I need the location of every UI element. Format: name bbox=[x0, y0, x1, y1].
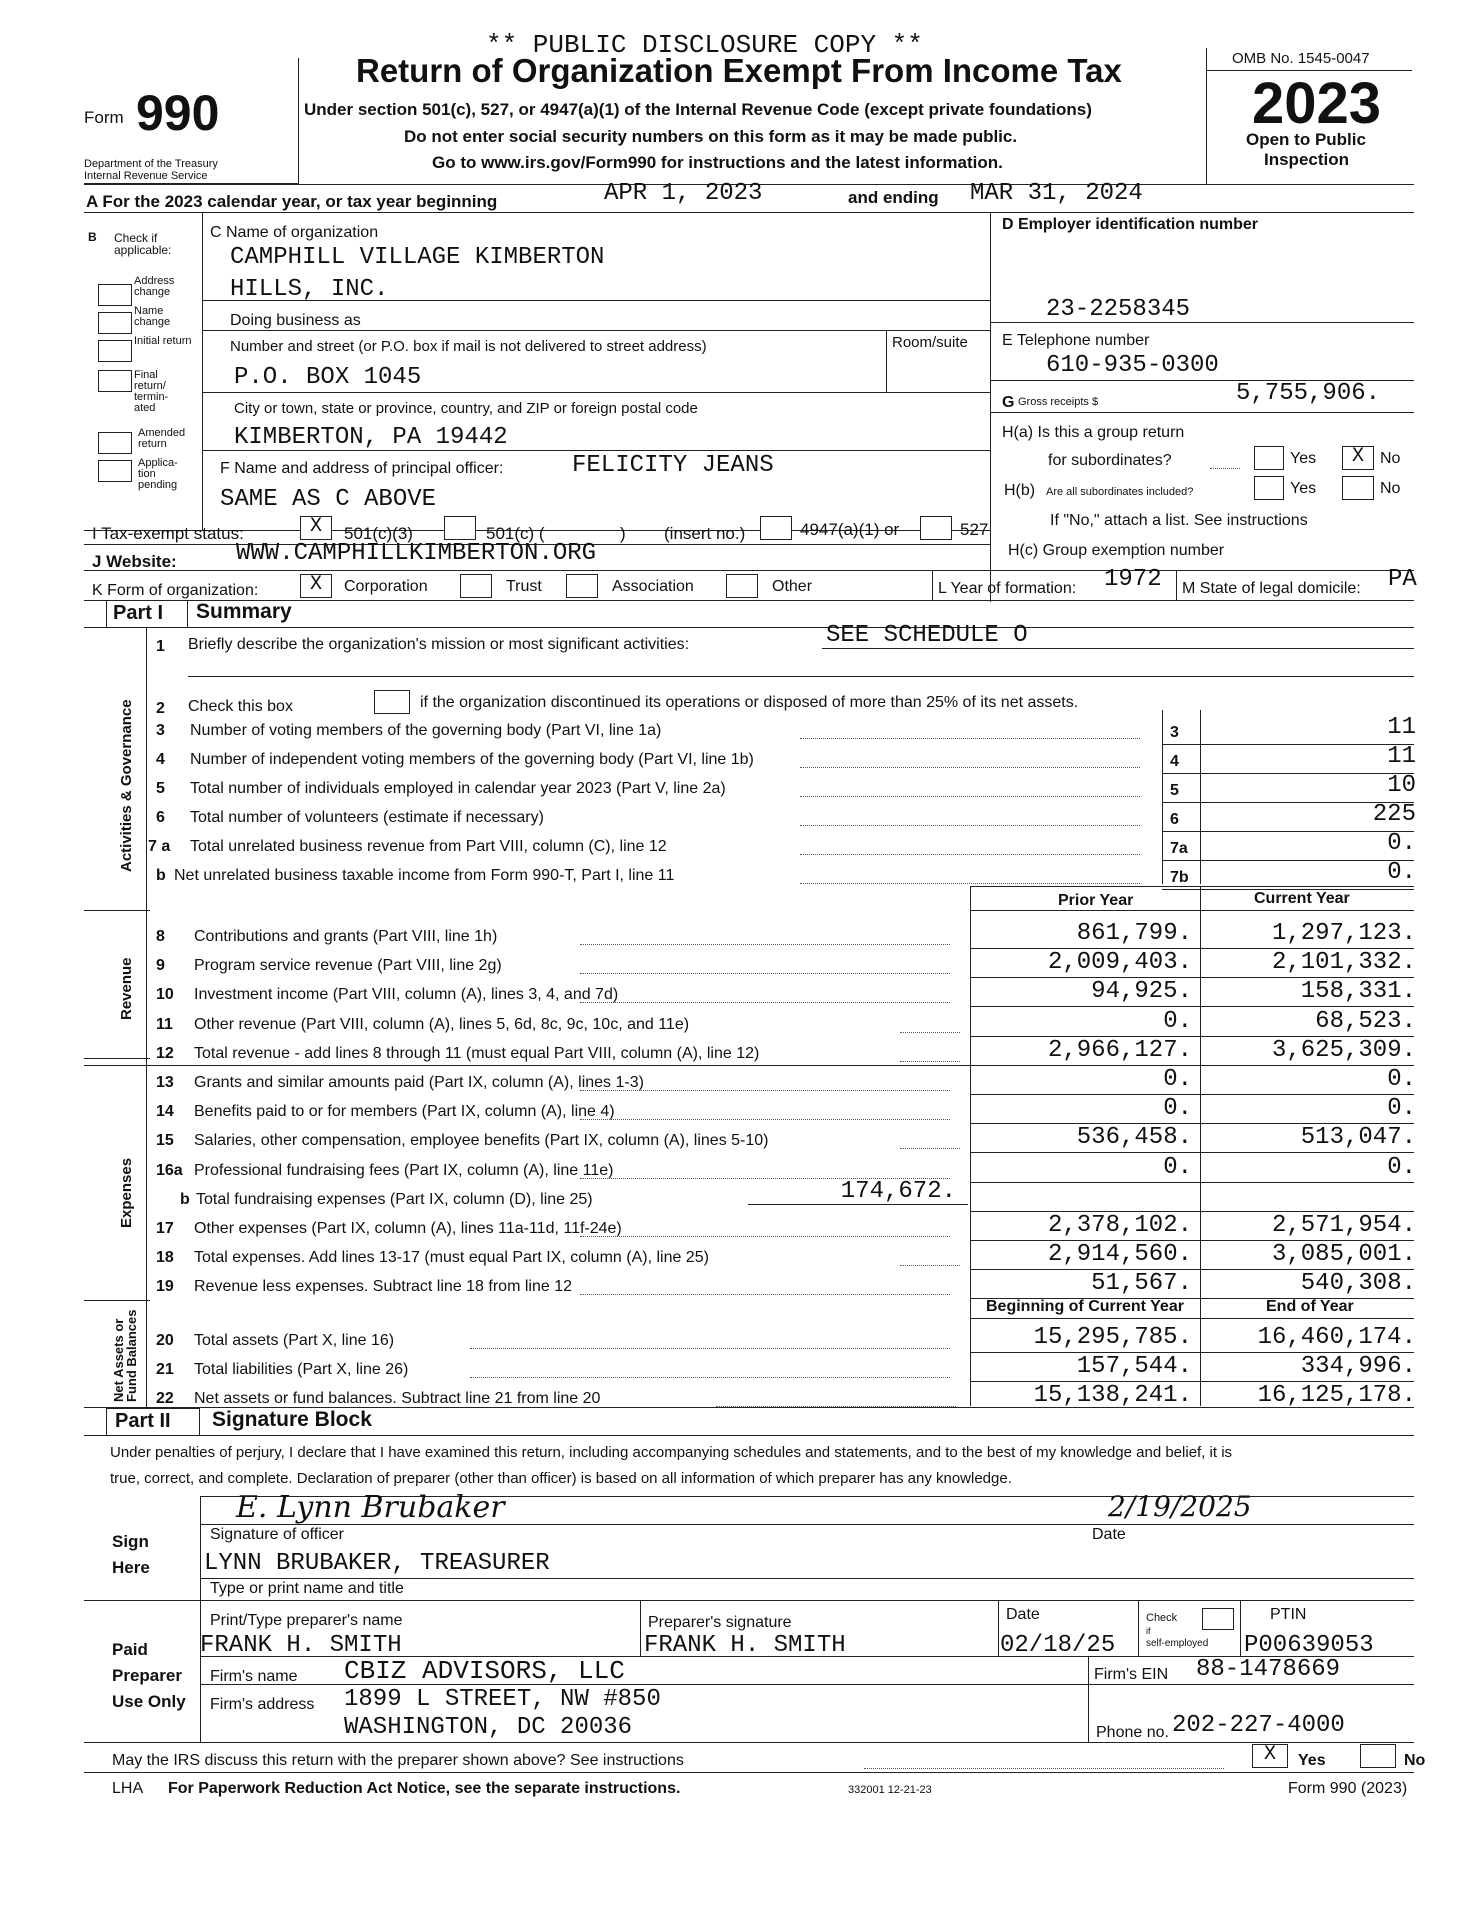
fin-dot-leader bbox=[580, 944, 950, 945]
line1-number: 1 bbox=[156, 638, 165, 655]
ein-label: D Employer identification number bbox=[1002, 216, 1259, 233]
fin-line-number: 19 bbox=[156, 1278, 174, 1296]
part1-title: Summary bbox=[196, 600, 292, 623]
gov-line-number: 5 bbox=[156, 780, 165, 797]
preparer-label: Preparer bbox=[112, 1666, 182, 1685]
attach-list-note: If "No," attach a list. See instructions bbox=[1050, 512, 1308, 529]
gov-line-label: Net unrelated business taxable income from Form 990-T, Part I, line 11 bbox=[174, 867, 675, 884]
501c-checkbox[interactable] bbox=[444, 516, 476, 540]
begin-year-header: Beginning of Current Year bbox=[986, 1298, 1184, 1315]
fin-current-value: 158,331. bbox=[1300, 978, 1416, 1006]
revenue-section-rule bbox=[84, 1065, 970, 1066]
fin-prior-value: 2,914,560. bbox=[1047, 1241, 1192, 1269]
gov-line-number: 7 a bbox=[148, 838, 171, 855]
fin-line-number: 18 bbox=[156, 1249, 174, 1267]
fin-line-label: Other expenses (Part IX, column (A), lines 11a-11d, 11f-24e) bbox=[194, 1220, 622, 1237]
fin-dot-leader bbox=[900, 1061, 960, 1062]
corporation-checkbox[interactable]: X bbox=[300, 574, 332, 598]
section-b-label: B bbox=[88, 230, 97, 244]
legal-domicile-value: PA bbox=[1388, 566, 1417, 593]
trust-checkbox[interactable] bbox=[460, 574, 492, 598]
net-line-number: 22 bbox=[156, 1390, 174, 1407]
mission-value: SEE SCHEDULE O bbox=[826, 622, 1028, 649]
gov-dot-leader bbox=[800, 883, 1140, 884]
irs-label: Internal Revenue Service bbox=[84, 170, 208, 182]
gross-receipts-label: Gross receipts $ bbox=[1018, 396, 1099, 408]
fin-line-number: 9 bbox=[156, 957, 165, 975]
irs-discuss-no-checkbox[interactable] bbox=[1360, 1744, 1396, 1768]
address-change-checkbox[interactable] bbox=[98, 284, 132, 306]
firm-address-line2: WASHINGTON, DC 20036 bbox=[344, 1714, 633, 1741]
fin-prior-value: 0. bbox=[1163, 1007, 1192, 1035]
firm-address-label: Firm's address bbox=[210, 1696, 315, 1713]
fin-row-rule bbox=[970, 1182, 1414, 1183]
fin-prior-value: 2,009,403. bbox=[1047, 949, 1192, 977]
gov-box-label: 5 bbox=[1170, 782, 1179, 799]
fin-line-label: Grants and similar amounts paid (Part IX, column (A), lines 1-3) bbox=[194, 1074, 644, 1091]
self-employed-if-label: if bbox=[1146, 1626, 1151, 1636]
ein-value: 23-2258345 bbox=[1046, 296, 1191, 323]
type-name-label: Type or print name and title bbox=[210, 1580, 404, 1597]
net-begin-value: 15,138,241. bbox=[1033, 1382, 1192, 1409]
other-label: Other bbox=[772, 578, 813, 595]
final-return-checkbox[interactable] bbox=[98, 370, 132, 392]
gov-line-label: Number of independent voting members of the governing body (Part VI, line 1b) bbox=[190, 751, 754, 768]
subordinates-label-hb: H(b) bbox=[1004, 482, 1036, 499]
preparer-name-label: Print/Type preparer's name bbox=[210, 1612, 403, 1629]
501c3-checkbox[interactable]: X bbox=[300, 516, 332, 540]
gov-value: 10 bbox=[1387, 772, 1416, 799]
gov-dot-leader bbox=[800, 738, 1140, 739]
gov-box-label: 7b bbox=[1170, 869, 1189, 886]
end-year-header: End of Year bbox=[1266, 1298, 1354, 1315]
subtitle-line2: Do not enter social security numbers on this form as it may be made public. bbox=[404, 127, 1018, 146]
check-if-label: Check if bbox=[114, 231, 158, 245]
fin-current-value: 0. bbox=[1387, 1095, 1416, 1123]
fin-line-number: 8 bbox=[156, 928, 165, 945]
net-line-number: 20 bbox=[156, 1332, 174, 1349]
department: Department of the Treasury bbox=[84, 158, 218, 170]
fin-prior-value: 861,799. bbox=[1076, 920, 1192, 947]
fin-prior-value: 0. bbox=[1163, 1066, 1192, 1093]
net-end-value: 16,125,178. bbox=[1257, 1382, 1416, 1409]
fin-line-number: 14 bbox=[156, 1103, 174, 1121]
fin-line-number: 10 bbox=[156, 986, 174, 1004]
firm-name-label: Firm's name bbox=[210, 1668, 298, 1685]
org-name-line2: HILLS, INC. bbox=[230, 276, 389, 303]
application-pending-checkbox[interactable] bbox=[98, 460, 132, 482]
subtitle-line1: Under section 501(c), 527, or 4947(a)(1) of the Internal Revenue Code (except private foundations) bbox=[304, 100, 1092, 119]
fin-prior-value: 2,966,127. bbox=[1047, 1036, 1192, 1064]
fin-line-label: Salaries, other compensation, employee benefits (Part IX, column (A), lines 5-10) bbox=[194, 1132, 769, 1150]
group-return-sub: for subordinates? bbox=[1048, 452, 1172, 469]
fundraising-expenses-value: 174,672. bbox=[840, 1178, 956, 1205]
form-word: Form bbox=[84, 108, 124, 127]
fin-line-label: Total revenue - add lines 8 through 11 (must equal Part VIII, column (A), line 12) bbox=[194, 1044, 760, 1062]
fin-current-value: 1,297,123. bbox=[1271, 920, 1416, 947]
tax-year: 2023 bbox=[1252, 71, 1382, 136]
penalty-text-line2: true, correct, and complete. Declaration of preparer (other than officer) is based on all information of which preparer has any knowledge. bbox=[110, 1470, 1012, 1487]
501c-label: 501(c) ( bbox=[486, 524, 545, 543]
subordinates-label: Are all subordinates included? bbox=[1046, 486, 1194, 498]
side-label-governance: Activities & Governance bbox=[118, 699, 135, 872]
fin-line-number: 17 bbox=[156, 1220, 174, 1237]
fin-prior-value: 536,458. bbox=[1076, 1124, 1192, 1152]
amended-return-label: Amended return bbox=[138, 427, 186, 450]
fin-line-number: 16a bbox=[156, 1161, 183, 1179]
org-name-label: C Name of organization bbox=[210, 224, 379, 241]
gov-value: 11 bbox=[1387, 714, 1416, 741]
part2-title: Signature Block bbox=[212, 1408, 372, 1431]
disclosure-banner: ** PUBLIC DISCLOSURE COPY ** bbox=[486, 30, 923, 60]
form-title: Return of Organization Exempt From Income Tax bbox=[356, 52, 1122, 89]
fin-dot-leader bbox=[900, 1148, 960, 1149]
city-label: City or town, state or province, country, and ZIP or foreign postal code bbox=[234, 400, 698, 417]
application-pending-label: Applica- tion pending bbox=[138, 457, 178, 491]
fin-current-value: 540,308. bbox=[1300, 1270, 1416, 1298]
fin-current-value: 68,523. bbox=[1315, 1007, 1416, 1035]
net-end-value: 16,460,174. bbox=[1257, 1324, 1416, 1351]
telephone-value: 610-935-0300 bbox=[1046, 352, 1219, 379]
fin-dot-leader bbox=[900, 1032, 960, 1033]
dba-label: Doing business as bbox=[230, 312, 361, 329]
telephone-label: E Telephone number bbox=[1002, 332, 1150, 349]
preparer-date-label: Date bbox=[1006, 1606, 1040, 1623]
form-number: 990 bbox=[136, 85, 220, 141]
net-line-label: Total assets (Part X, line 16) bbox=[194, 1332, 395, 1349]
current-year-header: Current Year bbox=[1254, 890, 1350, 907]
fin-line-number: b bbox=[180, 1190, 190, 1208]
net-dot-leader bbox=[470, 1377, 950, 1378]
gross-receipts-value: 5,755,906. bbox=[1236, 380, 1381, 407]
part1-label: Part I bbox=[113, 602, 164, 624]
sign-label: Sign bbox=[112, 1532, 149, 1551]
fin-dot-leader bbox=[900, 1265, 960, 1266]
gov-line-label: Number of voting members of the governing body (Part VI, line 1a) bbox=[190, 722, 662, 739]
fin-current-value: 2,571,954. bbox=[1271, 1212, 1416, 1239]
initial-return-label: Initial return bbox=[134, 335, 192, 347]
self-employed-checkbox[interactable] bbox=[1202, 1608, 1234, 1630]
self-employed-label: self-employed bbox=[1146, 1638, 1209, 1649]
fin-dot-leader bbox=[580, 1236, 950, 1237]
association-checkbox[interactable] bbox=[566, 574, 598, 598]
fin-line-number: 13 bbox=[156, 1074, 174, 1091]
form-of-org-label: K Form of organization: bbox=[92, 582, 259, 599]
part1-badge bbox=[106, 600, 188, 628]
irs-discuss-question: May the IRS discuss this return with the preparer shown above? See instructions bbox=[112, 1752, 684, 1769]
gross-receipts-g: G bbox=[1002, 394, 1015, 411]
firm-address-line1: 1899 L STREET, NW #850 bbox=[344, 1686, 661, 1713]
name-change-label: Name change bbox=[134, 305, 171, 328]
final-return-label: Final return/ termin- ated bbox=[134, 369, 169, 414]
part2-badge bbox=[106, 1408, 200, 1436]
fin-line-label: Benefits paid to or for members (Part IX, column (A), line 4) bbox=[194, 1103, 615, 1121]
other-checkbox[interactable] bbox=[726, 574, 758, 598]
gov-box-label: 7a bbox=[1170, 840, 1188, 857]
lha-label: LHA bbox=[112, 1780, 144, 1797]
subordinates-no-label: No bbox=[1380, 480, 1401, 497]
side-label-net-assets: Net Assets or Fund Balances bbox=[111, 1309, 139, 1402]
gov-line-number: b bbox=[156, 867, 166, 884]
gov-line-number: 4 bbox=[156, 751, 165, 768]
ptin-value: P00639053 bbox=[1244, 1632, 1374, 1659]
fin-current-value: 2,101,332. bbox=[1271, 949, 1416, 977]
fin-dot-leader bbox=[580, 973, 950, 974]
group-return-no-label: No bbox=[1380, 450, 1401, 467]
fin-line-label: Other revenue (Part VIII, column (A), lines 5, 6d, 8c, 9c, 10c, and 11e) bbox=[194, 1015, 690, 1033]
omb-number: OMB No. 1545-0047 bbox=[1232, 50, 1370, 67]
website-label: J Website: bbox=[92, 552, 177, 571]
year-formation-label: L Year of formation: bbox=[938, 580, 1077, 597]
net-dot-leader bbox=[470, 1348, 950, 1349]
irs-discuss-yes-checkbox[interactable]: X bbox=[1252, 1744, 1288, 1768]
amended-return-checkbox[interactable] bbox=[98, 432, 132, 454]
self-employed-check-label: Check bbox=[1146, 1612, 1178, 1624]
address-change-label: Address change bbox=[134, 275, 175, 298]
use-only-label: Use Only bbox=[112, 1692, 186, 1711]
fin-dot-leader bbox=[580, 1294, 950, 1295]
fin-current-value: 3,085,001. bbox=[1271, 1241, 1416, 1269]
discontinued-checkbox[interactable] bbox=[374, 690, 410, 714]
527-checkbox[interactable] bbox=[920, 516, 952, 540]
form-footer-label: Form 990 (2023) bbox=[1288, 1780, 1408, 1797]
website-value[interactable]: WWW.CAMPHILLKIMBERTON.ORG bbox=[236, 540, 597, 567]
firm-ein: 88-1478669 bbox=[1196, 1656, 1341, 1683]
org-city: KIMBERTON, PA 19442 bbox=[234, 424, 508, 451]
gov-value: 0. bbox=[1387, 830, 1416, 857]
form-code: 332001 12-21-23 bbox=[848, 1784, 932, 1796]
here-label: Here bbox=[112, 1558, 150, 1577]
501c3-label: 501(c)(3) bbox=[344, 524, 413, 543]
line2-number: 2 bbox=[156, 700, 165, 717]
group-exemption-label: H(c) Group exemption number bbox=[1008, 542, 1225, 559]
group-return-label: H(a) Is this a group return bbox=[1002, 424, 1185, 441]
line2-check-label: Check this box bbox=[188, 698, 293, 715]
paperwork-notice: For Paperwork Reduction Act Notice, see the separate instructions. bbox=[168, 1780, 681, 1797]
net-header-rule bbox=[970, 1318, 1414, 1319]
fin-line-label: Total fundraising expenses (Part IX, column (D), line 25) bbox=[196, 1190, 593, 1208]
preparer-signature: FRANK H. SMITH bbox=[644, 1632, 846, 1659]
association-label: Association bbox=[612, 578, 694, 595]
group-return-no-checkbox[interactable]: X bbox=[1342, 446, 1374, 470]
signature-date-label: Date bbox=[1092, 1526, 1126, 1543]
gov-dot-leader bbox=[800, 767, 1140, 768]
fin-current-value: 513,047. bbox=[1300, 1124, 1416, 1152]
signature-of-officer-label: Signature of officer bbox=[210, 1526, 345, 1543]
line2-description: if the organization discontinued its operations or disposed of more than 25% of its net assets. bbox=[420, 694, 1079, 711]
preparer-date: 02/18/25 bbox=[1000, 1632, 1116, 1659]
subordinates-yes-checkbox[interactable] bbox=[1254, 476, 1284, 500]
4947-label: 4947(a)(1) or bbox=[800, 520, 900, 539]
org-street: P.O. BOX 1045 bbox=[234, 364, 422, 391]
irs-discuss-yes-label: Yes bbox=[1298, 1752, 1326, 1769]
open-to-public: Open to Public bbox=[1246, 130, 1366, 149]
gov-dot-leader bbox=[800, 854, 1140, 855]
tax-year-end: MAR 31, 2024 bbox=[970, 180, 1143, 207]
gov-value: 11 bbox=[1387, 743, 1416, 770]
subordinates-yes-label: Yes bbox=[1290, 480, 1317, 497]
subordinates-no-checkbox[interactable] bbox=[1342, 476, 1374, 500]
org-name-line1: CAMPHILL VILLAGE KIMBERTON bbox=[230, 244, 605, 271]
net-line-label: Total liabilities (Part X, line 26) bbox=[194, 1361, 409, 1378]
fin-line-number: 11 bbox=[156, 1015, 173, 1033]
gov-line-number: 3 bbox=[156, 722, 165, 739]
preparer-name: FRANK H. SMITH bbox=[200, 1632, 402, 1659]
gov-line-number: 6 bbox=[156, 809, 165, 826]
fin-line-label: Revenue less expenses. Subtract line 18 from line 12 bbox=[194, 1278, 572, 1296]
fin-line-label: Total expenses. Add lines 13-17 (must equal Part IX, column (A), line 25) bbox=[194, 1249, 709, 1267]
fin-current-value: 0. bbox=[1387, 1066, 1416, 1093]
line-a-label: A For the 2023 calendar year, or tax year beginning bbox=[86, 192, 498, 211]
firm-name: CBIZ ADVISORS, LLC bbox=[344, 1656, 625, 1686]
fin-dot-leader bbox=[580, 1119, 950, 1120]
and-ending-label: and ending bbox=[848, 188, 939, 207]
firm-phone: 202-227-4000 bbox=[1172, 1712, 1345, 1739]
net-begin-value: 157,544. bbox=[1076, 1353, 1192, 1380]
net-line-number: 21 bbox=[156, 1361, 174, 1378]
trust-label: Trust bbox=[506, 578, 542, 595]
corporation-label: Corporation bbox=[344, 578, 428, 595]
gov-box-label: 3 bbox=[1170, 724, 1179, 741]
subtitle-line3: Go to www.irs.gov/Form990 for instructions and the latest information. bbox=[432, 153, 1003, 172]
principal-officer-label: F Name and address of principal officer: bbox=[220, 460, 504, 477]
net-end-value: 334,996. bbox=[1300, 1353, 1416, 1380]
fin-dot-leader bbox=[580, 1090, 950, 1091]
gov-box-label: 6 bbox=[1170, 811, 1179, 828]
tax-year-begin: APR 1, 2023 bbox=[604, 180, 763, 207]
fin-line-label: Professional fundraising fees (Part IX, column (A), line 11e) bbox=[194, 1161, 614, 1179]
4947-checkbox[interactable] bbox=[760, 516, 792, 540]
paid-label: Paid bbox=[112, 1640, 148, 1659]
mission-label: Briefly describe the organization's mission or most significant activities: bbox=[188, 636, 690, 653]
fin-line-label: Investment income (Part VIII, column (A), lines 3, 4, and 7d) bbox=[194, 986, 619, 1004]
inspection: Inspection bbox=[1264, 150, 1350, 169]
net-begin-value: 15,295,785. bbox=[1033, 1324, 1192, 1351]
preparer-signature-label: Preparer's signature bbox=[648, 1614, 792, 1631]
penalty-text-line1: Under penalties of perjury, I declare that I have examined this return, including accompanying schedules and statements, and to the best of my knowledge and belief, it is bbox=[110, 1444, 1233, 1461]
gov-value: 0. bbox=[1387, 859, 1416, 886]
fin-current-value: 3,625,309. bbox=[1271, 1036, 1416, 1064]
527-label: 527 bbox=[960, 520, 989, 539]
gov-line-label: Total number of volunteers (estimate if necessary) bbox=[190, 809, 544, 826]
gov-dot-leader bbox=[800, 796, 1140, 797]
firm-ein-label: Firm's EIN bbox=[1094, 1666, 1169, 1683]
side-label-expenses: Expenses bbox=[118, 1157, 135, 1228]
firm-phone-label: Phone no. bbox=[1096, 1724, 1169, 1741]
insert-no-label: (insert no.) bbox=[664, 524, 746, 543]
legal-domicile-label: M State of legal domicile: bbox=[1182, 580, 1361, 597]
fin-dot-leader bbox=[580, 1002, 950, 1003]
name-change-checkbox[interactable] bbox=[98, 312, 132, 334]
applicable-label: applicable: bbox=[114, 243, 172, 257]
officer-name-title: LYNN BRUBAKER, TREASURER bbox=[204, 1550, 550, 1577]
fin-current-value: 0. bbox=[1387, 1153, 1416, 1181]
fin-line-number: 15 bbox=[156, 1132, 174, 1150]
officer-signature: E. Lynn Brubaker bbox=[236, 1490, 505, 1525]
irs-discuss-no-label: No bbox=[1404, 1752, 1426, 1769]
net-line-label: Net assets or fund balances. Subtract line 21 from line 20 bbox=[194, 1390, 601, 1407]
side-label-revenue: Revenue bbox=[118, 957, 135, 1020]
fin-prior-value: 2,378,102. bbox=[1047, 1212, 1192, 1239]
room-suite-label: Room/suite bbox=[892, 334, 968, 351]
initial-return-checkbox[interactable] bbox=[98, 340, 132, 362]
street-label: Number and street (or P.O. box if mail is not delivered to street address) bbox=[230, 338, 707, 355]
fin-prior-value: 51,567. bbox=[1091, 1270, 1192, 1298]
fin-prior-value: 0. bbox=[1163, 1095, 1192, 1123]
fin-line-label: Contributions and grants (Part VIII, line 1h) bbox=[194, 928, 498, 945]
group-return-yes-checkbox[interactable] bbox=[1254, 446, 1284, 470]
principal-officer-name: FELICITY JEANS bbox=[572, 452, 774, 479]
officer-signature-date: 2/19/2025 bbox=[1108, 1490, 1252, 1523]
part2-label: Part II bbox=[115, 1410, 171, 1432]
fin-line-label: Program service revenue (Part VIII, line 2g) bbox=[194, 957, 502, 975]
gov-dot-leader bbox=[800, 825, 1140, 826]
fin-prior-value: 0. bbox=[1163, 1153, 1192, 1181]
fin-line-number: 12 bbox=[156, 1044, 174, 1062]
gov-value: 225 bbox=[1372, 801, 1416, 828]
gov-line-label: Total number of individuals employed in calendar year 2023 (Part V, line 2a) bbox=[190, 780, 726, 797]
group-return-yes-label: Yes bbox=[1290, 450, 1317, 467]
gov-box-label: 4 bbox=[1170, 753, 1179, 770]
principal-officer-address: SAME AS C ABOVE bbox=[220, 486, 437, 513]
tax-exempt-label: I Tax-exempt status: bbox=[92, 524, 244, 543]
year-formation-value: 1972 bbox=[1104, 566, 1162, 593]
fin-prior-value: 94,925. bbox=[1091, 978, 1192, 1006]
prior-year-header: Prior Year bbox=[1058, 892, 1134, 909]
501c-close-paren: ) bbox=[620, 524, 626, 543]
ptin-label: PTIN bbox=[1270, 1606, 1307, 1623]
gov-line-label: Total unrelated business revenue from Part VIII, column (C), line 12 bbox=[190, 838, 667, 855]
